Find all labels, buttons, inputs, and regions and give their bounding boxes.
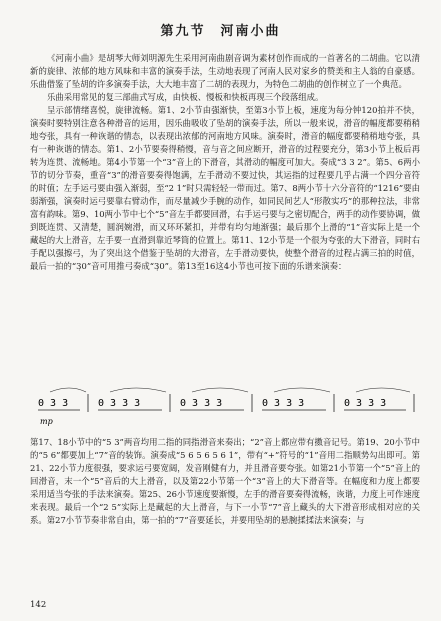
notation-svg bbox=[30, 384, 420, 430]
slur bbox=[50, 388, 86, 392]
section-title: 第九节 河南小曲 bbox=[160, 24, 281, 39]
measure-5: 0 3 3 3 bbox=[344, 398, 387, 409]
page-number: 142 bbox=[30, 600, 47, 610]
slur bbox=[192, 388, 248, 392]
paragraph: 呈示部情绪喜悦，旋律流畅。第1、2小节由强渐快，至第3小节上板，速度为每分钟120拍并不快，演奏时要特别注意各种滑音的运用，因乐曲吸收了坠胡的演奏手法，所以一般来说，滑音的幅度都要稍稍地夸张，具有一种诙谐的情态，以表现出浓郁的河南地方风味。演奏时，滑音的幅度都要稍稍地夸张，具有一种诙谐的情态。第1、2小节要奏得稍慢，音与音之间应断开，滑音的过程要充分，第3小节上板后再转为连贯、流畅地。第4小节第一个“3”音上的下滑音，其滑动的幅度可加大。奏成“3̇ 3 2”。第5、6两小节的切分节奏，重音“3”的滑音要奏得饱满，左手滑动不要过快，其运指的过程要几乎占满一个四分音符的时值；左手运弓要由强入渐弱，至“2 1”时只需轻轻一带而过。第7、8两小节十六分音符的“1216”要由弱渐强，演奏时运弓要靠右臂动作，而尽量减少手腕的动作，如同民间艺人“形散实巧”的那种拉法，非常富有韵味。第9、10两小节中七个“5”音左手都要回滑，右手运弓要与之密切配合，两手的动作要协调，做到既连贯、又清楚，圆润婉滑，而又环环紧扣，并带有均匀地渐强；最后那个上滑的“1”音实际上是一个藏起的大上滑音，左手要一直滑到靠近琴筒的位置上。第11、12小节是一个很为夸张的大下滑音，同时右手配以强擦弓，为了突出这个借鉴于坠胡的大滑音，左手滑动要快，使整个滑音的过程占满三拍的时值，最后一拍的“3̣0”音可用推弓奏成“3̣0”。第13至16这4小节也可按下面的乐谱来演奏： bbox=[30, 105, 420, 271]
paragraph: 《河南小曲》是胡琴大师刘明源先生采用河南曲剧音调为素材创作而成的一首著名的二胡曲。它以清新的旋律、浓郁的地方风味和丰富的演奏手法，生动地表现了河南人民对家乡的赞美和主人翁的自豪感。乐曲借鉴了坠胡的许多演奏手法，大大地丰富了二胡的表现力，为特色二胡曲的创作树立了一个典范。 bbox=[30, 53, 420, 89]
body-text-bottom bbox=[30, 436, 420, 527]
paragraph: 乐曲采用常见的复三部曲式写成，由快板、慢板和快板再现三个段落组成。 bbox=[47, 92, 324, 102]
measure-1: 0 3 3 bbox=[38, 398, 69, 409]
dynamic-mark: mp bbox=[40, 417, 53, 426]
body-text-top bbox=[30, 52, 420, 273]
paragraph: 第17、18小节中的“5 3”两音均用二指的同指滑音来奏出；“2”音上都应带有擞音记号。第19、20小节中的“5 6”都要加上“7”音的装饰。演奏成“5 6 5 6 5 6 1”，带有“+”符号的“1”音用二指顺势勾出即可。第21、22小节力度很强，要求运弓要宽阔，发音刚健有力，并且滑音要夸张。如第21小节第一个“5”音上的回滑音，末一个“5”音后的大上滑音，以及第22小节第一个“3”音上的大下滑音等。在幅度和力度上都要采用适当夸张的手法来演奏。第25、26小节速度要渐慢，左手的滑音要奏得流畅，诙谐，力度上可作速度来表现。最后一个“2 5”实际上是藏起的大上滑音，与下一小节“7”音上藏头的大下滑音形成相对应的关系。第27小节节奏非常自由，第一拍的“7”音要延长，并要用坠胡的悬腕揉揉法来演奏；与 bbox=[30, 437, 420, 525]
measure-2: 0 3 3 3 bbox=[98, 398, 141, 409]
measure-4: 0 3 3 3 bbox=[262, 398, 305, 409]
music-notation bbox=[30, 384, 420, 430]
slur bbox=[274, 388, 330, 392]
slur bbox=[110, 388, 166, 392]
measure-3: 0 3 3 3 bbox=[180, 398, 223, 409]
slur bbox=[356, 388, 410, 392]
